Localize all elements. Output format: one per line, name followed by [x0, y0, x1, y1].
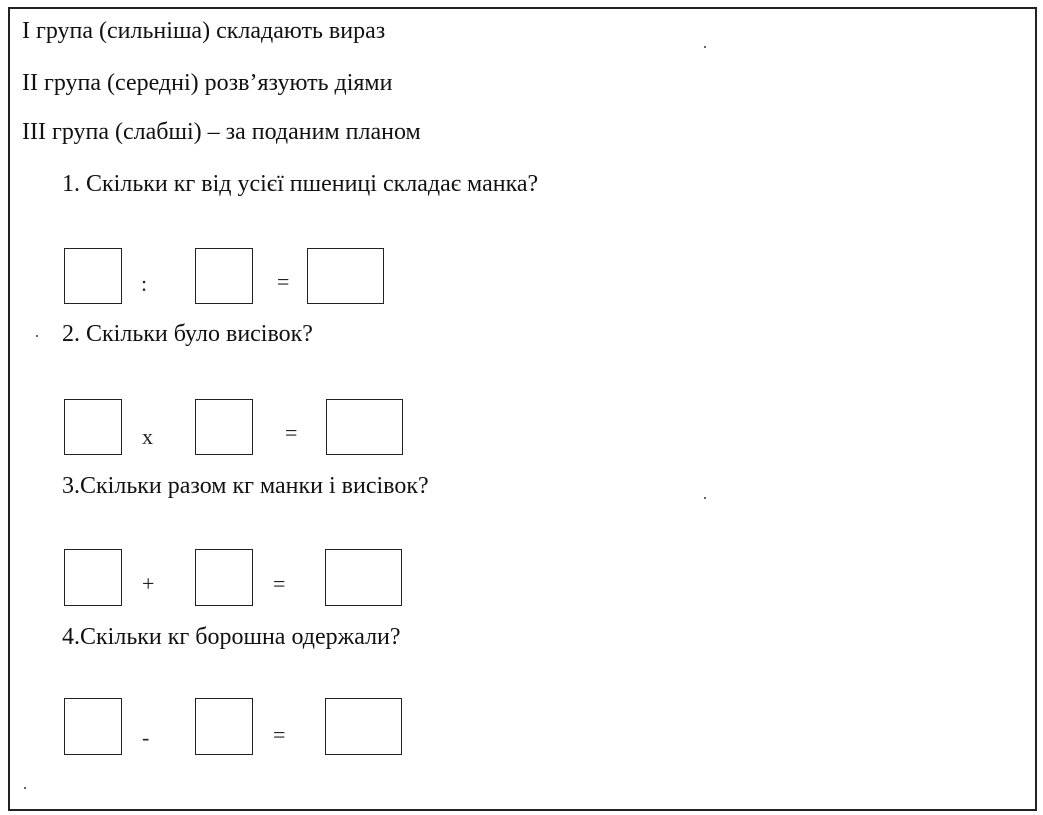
equals-sign-3: = [273, 571, 286, 596]
question-3-text: 3.Скільки разом кг манки і висівок? [62, 473, 429, 499]
scan-speck [36, 335, 38, 337]
question-2-text: 2. Скільки було висівок? [62, 321, 313, 347]
answer-box-3b[interactable] [195, 549, 253, 606]
equals-sign-1: = [277, 269, 290, 294]
answer-box-3a[interactable] [64, 549, 122, 606]
scan-speck [24, 787, 26, 789]
group-3-instruction: ІІІ група (слабші) – за поданим планом [22, 119, 421, 145]
scan-speck [704, 497, 706, 499]
answer-box-1-result[interactable] [307, 248, 384, 304]
answer-box-2a[interactable] [64, 399, 122, 455]
group-1-instruction: І група (сильніша) складають вираз [22, 18, 386, 44]
operator-multiply: x [142, 424, 153, 449]
question-4-text: 4.Скільки кг борошна одержали? [62, 624, 401, 650]
question-1-text: 1. Скільки кг від усієї пшениці складає манка? [62, 171, 539, 197]
operator-plus: + [142, 571, 155, 596]
answer-box-2-result[interactable] [326, 399, 403, 455]
answer-box-4a[interactable] [64, 698, 122, 755]
cropped-text-fragment [60, 0, 120, 4]
answer-box-1b[interactable] [195, 248, 253, 304]
answer-box-4b[interactable] [195, 698, 253, 755]
answer-box-4-result[interactable] [325, 698, 402, 755]
group-2-instruction: ІІ група (середні) розв’язують діями [22, 70, 393, 96]
equals-sign-4: = [273, 722, 286, 747]
operator-minus: - [142, 725, 150, 750]
operator-divide: : [141, 271, 148, 296]
answer-box-2b[interactable] [195, 399, 253, 455]
scan-speck [704, 46, 706, 48]
equals-sign-2: = [285, 420, 298, 445]
answer-box-1a[interactable] [64, 248, 122, 304]
answer-box-3-result[interactable] [325, 549, 402, 606]
